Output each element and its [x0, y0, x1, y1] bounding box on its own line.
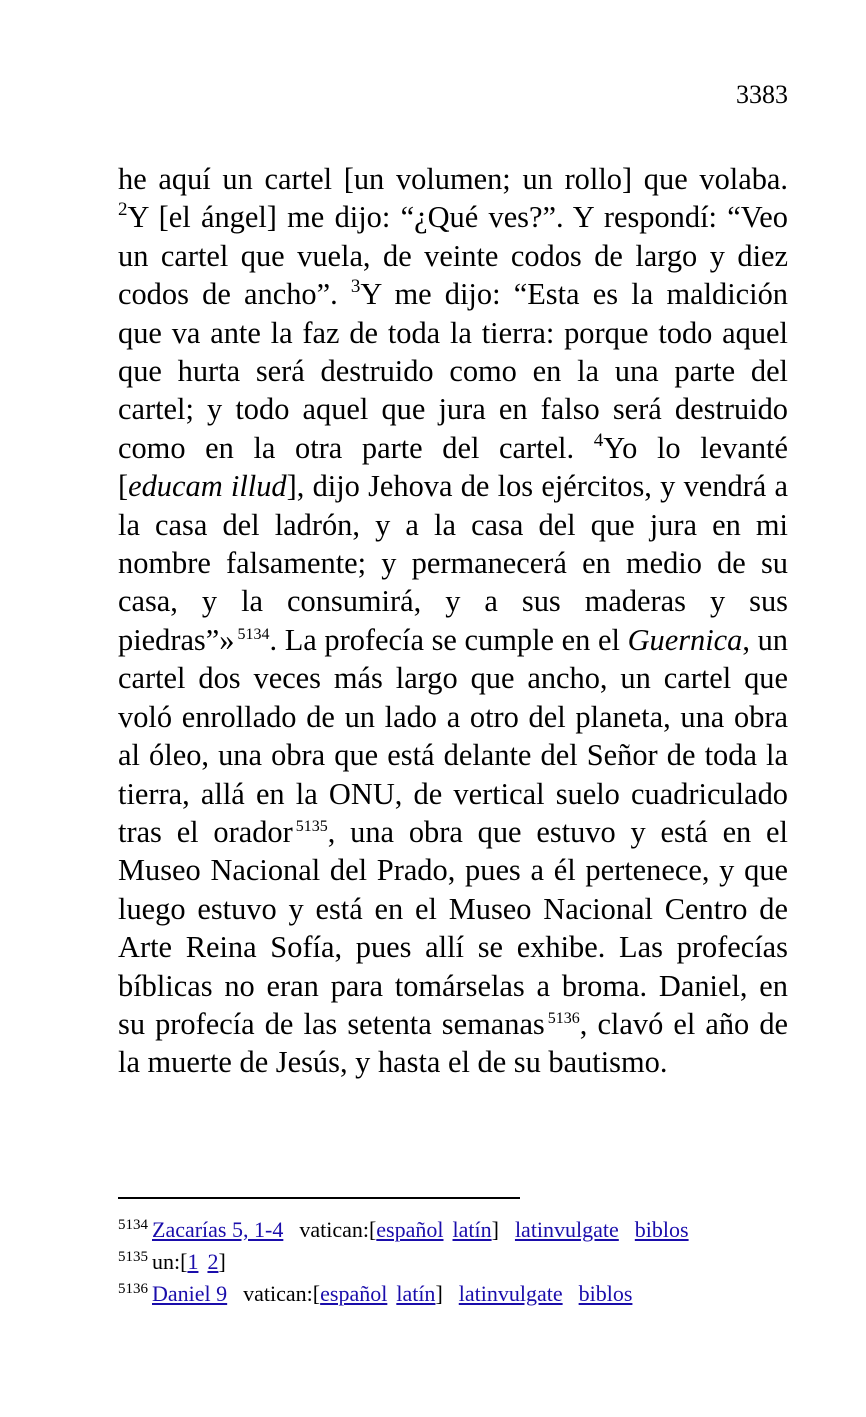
- espanol-link[interactable]: español: [376, 1217, 444, 1242]
- footnote-divider: [118, 1197, 520, 1199]
- footnote-number: 5136: [118, 1280, 148, 1297]
- footnote-5136: [118, 1278, 818, 1310]
- verse-number: 3: [350, 276, 361, 298]
- footnote-ref-link[interactable]: Daniel 9: [152, 1281, 228, 1306]
- latinvulgate-link[interactable]: latinvulgate: [514, 1217, 619, 1242]
- bracket-close: ]: [435, 1281, 443, 1306]
- un-label: un:[: [152, 1249, 188, 1274]
- footnote-5134: [118, 1214, 818, 1246]
- footnote-5135: [118, 1246, 818, 1278]
- text-run: Y [el ángel] me dijo: “¿Qué ves?”. Y respondí: “Veo un cartel que vuela, de veinte codos de largo y diez codos de ancho”.: [118, 200, 788, 312]
- footnote-ref-5135[interactable]: 5135: [295, 817, 328, 835]
- biblos-link[interactable]: biblos: [578, 1281, 633, 1306]
- footnote-ref-5134[interactable]: 5134: [237, 625, 270, 643]
- page-number: 3383: [736, 80, 788, 109]
- footnote-number: 5135: [118, 1248, 148, 1265]
- verse-number: 2: [118, 199, 128, 221]
- biblos-link[interactable]: biblos: [634, 1217, 689, 1242]
- footnotes: [118, 1214, 818, 1310]
- paragraph: [118, 160, 788, 1082]
- verse-number: 4: [593, 429, 604, 451]
- text-run: Yo lo levanté [: [118, 430, 788, 504]
- latin-phrase: educam illud: [128, 469, 287, 504]
- latinvulgate-link[interactable]: latinvulgate: [458, 1281, 563, 1306]
- body-text: [118, 160, 788, 1082]
- vatican-label: vatican:[: [243, 1281, 321, 1306]
- bracket-close: ]: [491, 1217, 499, 1242]
- un-link-2[interactable]: 2: [207, 1249, 219, 1274]
- vatican-label: vatican:[: [299, 1217, 377, 1242]
- footnote-number: 5134: [118, 1216, 148, 1233]
- text-run: , una obra que estuvo y está en el Museo Nacional del Prado, pues a él pertenece, y que luego estuvo y está en el Museo Nacional Centro de Arte Reina Sofía, pues allí se exhibe. Las profecías bíblicas no eran para tomárselas a broma. Daniel, en su profecía de las setenta semanas: [118, 814, 788, 1041]
- un-link-1[interactable]: 1: [187, 1249, 199, 1274]
- latin-link[interactable]: latín: [396, 1281, 436, 1306]
- text-run: he aquí un cartel [un volumen; un rollo] que volaba.: [118, 162, 788, 196]
- text-run: , un cartel dos veces más largo que ancho, un cartel que voló enrollado de un lado a otro del planeta, una obra al óleo, una obra que está delante del Señor de toda la tierra, allá en la ONU, de vertical suelo cuadriculado tras el orador: [118, 622, 788, 849]
- artwork-title: Guernica: [627, 622, 743, 657]
- text-run: Y me dijo: “Esta es la maldición que va ante la faz de toda la tierra: porque todo aquel que hurta será destruido como en la una parte del cartel; y todo aquel que jura en falso será destruido como en la otra parte del cartel.: [118, 277, 788, 465]
- footnote-ref-link[interactable]: Zacarías 5, 1-4: [152, 1217, 284, 1242]
- text-run: ], dijo Jehova de los ejércitos, y vendrá a la casa del ladrón, y a la casa del que jura en mi nombre falsamente; y permanecerá en medio de su casa, y la consumirá, y a sus maderas y sus piedras”»: [118, 469, 788, 657]
- text-run: . La profecía se cumple en el: [269, 622, 628, 657]
- text-run: , clavó el año de la muerte de Jesús, y hasta el de su bautismo.: [118, 1006, 789, 1080]
- latin-link[interactable]: latín: [452, 1217, 492, 1242]
- espanol-link[interactable]: español: [320, 1281, 388, 1306]
- bracket-close: ]: [218, 1249, 226, 1274]
- footnote-ref-5136[interactable]: 5136: [547, 1009, 580, 1027]
